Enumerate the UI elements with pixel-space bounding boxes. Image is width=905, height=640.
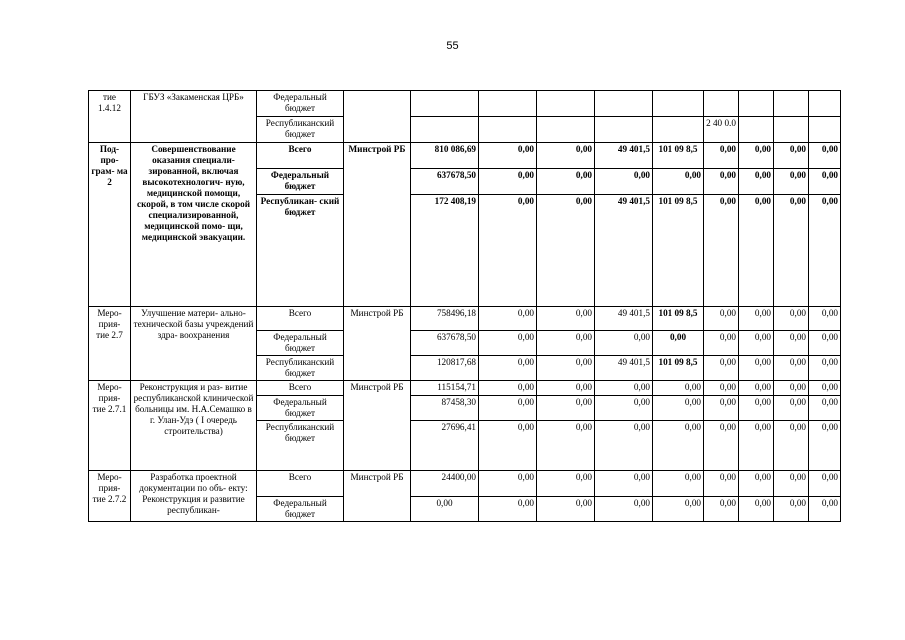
cell-total: 0,00	[411, 497, 479, 522]
cell-value: 101 09 8,5	[653, 143, 704, 169]
cell-executor	[344, 91, 411, 143]
cell-value: 0,00	[774, 143, 809, 169]
cell-value: 101 09 8,5	[653, 356, 704, 381]
cell-value: 0,00	[704, 381, 739, 396]
table-row	[89, 471, 841, 497]
cell-value: 0,00	[537, 143, 595, 169]
cell-value: 2 40 0.0	[704, 117, 739, 143]
cell-value: 49 401,5	[595, 195, 653, 307]
cell-value: 0,00	[739, 396, 774, 421]
cell-value: 0,00	[479, 396, 537, 421]
cell-name: Совершенствование оказания специали- зированной, включая высокотехнологич- ную, медицинской помощи, скорой, в том числе скорой специализированной, медицинской помо- щи, медицинской эвакуации.	[131, 143, 257, 307]
cell-value: 0,00	[479, 471, 537, 497]
cell-value: 0,00	[774, 331, 809, 356]
page-number: 55	[446, 40, 459, 52]
cell-value: 0,00	[595, 471, 653, 497]
cell-value: 0,00	[537, 497, 595, 522]
table-row	[89, 143, 841, 169]
cell-value: 0,00	[774, 396, 809, 421]
cell-value: 0,00	[704, 169, 739, 195]
cell-executor: Минстрой РБ	[344, 307, 411, 381]
cell-total: 758496,18	[411, 307, 479, 331]
cell-value: 0,00	[704, 307, 739, 331]
cell-source: Всего	[257, 143, 344, 169]
cell-value: 0,00	[653, 421, 704, 471]
cell-value: 0,00	[537, 331, 595, 356]
cell-value: 0,00	[704, 143, 739, 169]
cell-source: Республиканский бюджет	[257, 421, 344, 471]
cell-value	[537, 117, 595, 143]
cell-value: 0,00	[537, 169, 595, 195]
cell-source: Федеральный бюджет	[257, 497, 344, 522]
budget-table	[88, 90, 841, 522]
cell-value: 0,00	[479, 497, 537, 522]
cell-value: 0,00	[809, 331, 841, 356]
cell-value: 0,00	[739, 356, 774, 381]
cell-value: 0,00	[479, 307, 537, 331]
cell-value	[809, 117, 841, 143]
cell-value: 0,00	[704, 471, 739, 497]
cell-value: 0,00	[704, 195, 739, 307]
cell-value: 0,00	[739, 143, 774, 169]
cell-value: 49 401,5	[595, 356, 653, 381]
cell-value: 0,00	[595, 396, 653, 421]
cell-value: 0,00	[809, 396, 841, 421]
cell-value: 0,00	[774, 381, 809, 396]
cell-value: 0,00	[809, 307, 841, 331]
cell-executor: Минстрой РБ	[344, 143, 411, 307]
cell-value: 0,00	[537, 195, 595, 307]
cell-value	[704, 91, 739, 117]
cell-total: 115154,71	[411, 381, 479, 396]
cell-total: 172 408,19	[411, 195, 479, 307]
cell-value: 0,00	[595, 381, 653, 396]
cell-source: Всего	[257, 307, 344, 331]
cell-value	[739, 91, 774, 117]
cell-value: 49 401,5	[595, 143, 653, 169]
cell-value: 0,00	[537, 396, 595, 421]
cell-name: ГБУЗ «Закаменская ЦРБ»	[131, 91, 257, 143]
cell-value: 0,00	[739, 381, 774, 396]
cell-value: 0,00	[653, 396, 704, 421]
cell-value: 0,00	[739, 497, 774, 522]
cell-value: 101 09 8,5	[653, 195, 704, 307]
cell-value	[479, 91, 537, 117]
cell-value: 0,00	[809, 497, 841, 522]
cell-value: 0,00	[595, 169, 653, 195]
cell-name: Разработка проектной документации по объ- екту: Реконструкция и развитие республикан-	[131, 471, 257, 522]
cell-value: 0,00	[537, 356, 595, 381]
cell-value: 0,00	[809, 381, 841, 396]
cell-source: Федеральный бюджет	[257, 91, 344, 117]
cell-value: 0,00	[653, 169, 704, 195]
cell-value	[809, 91, 841, 117]
cell-value: 0,00	[595, 331, 653, 356]
cell-value: 0,00	[653, 381, 704, 396]
cell-total	[411, 117, 479, 143]
cell-value	[739, 117, 774, 143]
cell-value: 0,00	[537, 307, 595, 331]
cell-value: 0,00	[479, 381, 537, 396]
cell-source: Федеральный бюджет	[257, 169, 344, 195]
cell-total: 27696,41	[411, 421, 479, 471]
cell-value: 0,00	[774, 421, 809, 471]
cell-name: Реконструкция и раз- витие республиканской клинической больницы им. Н.А.Семашко в г. Улан-Удэ ( I очередь строительства)	[131, 381, 257, 471]
cell-value: 0,00	[809, 195, 841, 307]
cell-value: 0,00	[704, 497, 739, 522]
table-row	[89, 91, 841, 117]
cell-value: 0,00	[809, 143, 841, 169]
cell-value: 0,00	[774, 195, 809, 307]
cell-name: Улучшение матери- ально-технической базы учреждений здра- воохранения	[131, 307, 257, 381]
table-row	[89, 381, 841, 396]
cell-value: 0,00	[479, 195, 537, 307]
cell-value: 49 401,5	[595, 307, 653, 331]
cell-total: 637678,50	[411, 331, 479, 356]
cell-source: Республиканский бюджет	[257, 356, 344, 381]
cell-total: 120817,68	[411, 356, 479, 381]
cell-value	[537, 91, 595, 117]
cell-value: 0,00	[739, 471, 774, 497]
cell-executor: Минстрой РБ	[344, 381, 411, 471]
cell-value	[595, 91, 653, 117]
cell-value: 0,00	[809, 421, 841, 471]
cell-total: 24400,00	[411, 471, 479, 497]
cell-value: 0,00	[774, 169, 809, 195]
cell-value	[479, 117, 537, 143]
cell-value: 0,00	[739, 421, 774, 471]
cell-total: 637678,50	[411, 169, 479, 195]
cell-source: Всего	[257, 381, 344, 396]
cell-value: 0,00	[537, 471, 595, 497]
cell-value: 0,00	[537, 421, 595, 471]
cell-code: Меро- прия- тие 2.7	[89, 307, 131, 381]
cell-total: 87458,30	[411, 396, 479, 421]
cell-value: 0,00	[774, 471, 809, 497]
cell-value: 0,00	[479, 143, 537, 169]
cell-value: 0,00	[774, 307, 809, 331]
cell-value: 0,00	[595, 421, 653, 471]
cell-value	[774, 91, 809, 117]
cell-code: Под- про- грам- ма 2	[89, 143, 131, 307]
cell-value: 0,00	[653, 331, 704, 356]
cell-value: 0,00	[479, 421, 537, 471]
cell-value: 0,00	[704, 331, 739, 356]
cell-code: тие 1.4.12	[89, 91, 131, 143]
cell-total: 810 086,69	[411, 143, 479, 169]
cell-executor: Минстрой РБ	[344, 471, 411, 522]
cell-value: 0,00	[653, 471, 704, 497]
table-row	[89, 307, 841, 331]
cell-value: 0,00	[704, 421, 739, 471]
cell-value: 0,00	[537, 381, 595, 396]
cell-code: Меро- прия- тие 2.7.1	[89, 381, 131, 471]
cell-value: 0,00	[479, 169, 537, 195]
cell-value: 0,00	[809, 169, 841, 195]
cell-value	[653, 117, 704, 143]
cell-value: 0,00	[739, 307, 774, 331]
cell-value	[653, 91, 704, 117]
cell-value: 101 09 8,5	[653, 307, 704, 331]
cell-total	[411, 91, 479, 117]
cell-source: Федеральный бюджет	[257, 396, 344, 421]
cell-value: 0,00	[739, 331, 774, 356]
cell-value: 0,00	[653, 497, 704, 522]
cell-value: 0,00	[774, 497, 809, 522]
cell-value	[774, 117, 809, 143]
cell-value: 0,00	[704, 356, 739, 381]
cell-value: 0,00	[809, 471, 841, 497]
cell-source: Всего	[257, 471, 344, 497]
cell-source: Республикан- ский бюджет	[257, 195, 344, 307]
cell-source: Федеральный бюджет	[257, 331, 344, 356]
cell-value: 0,00	[774, 356, 809, 381]
cell-source: Республиканский бюджет	[257, 117, 344, 143]
cell-value: 0,00	[595, 497, 653, 522]
cell-value: 0,00	[704, 396, 739, 421]
cell-value: 0,00	[809, 356, 841, 381]
cell-value	[595, 117, 653, 143]
cell-code: Меро- прия- тие 2.7.2	[89, 471, 131, 522]
cell-value: 0,00	[479, 356, 537, 381]
cell-value: 0,00	[739, 195, 774, 307]
cell-value: 0,00	[479, 331, 537, 356]
cell-value: 0,00	[739, 169, 774, 195]
